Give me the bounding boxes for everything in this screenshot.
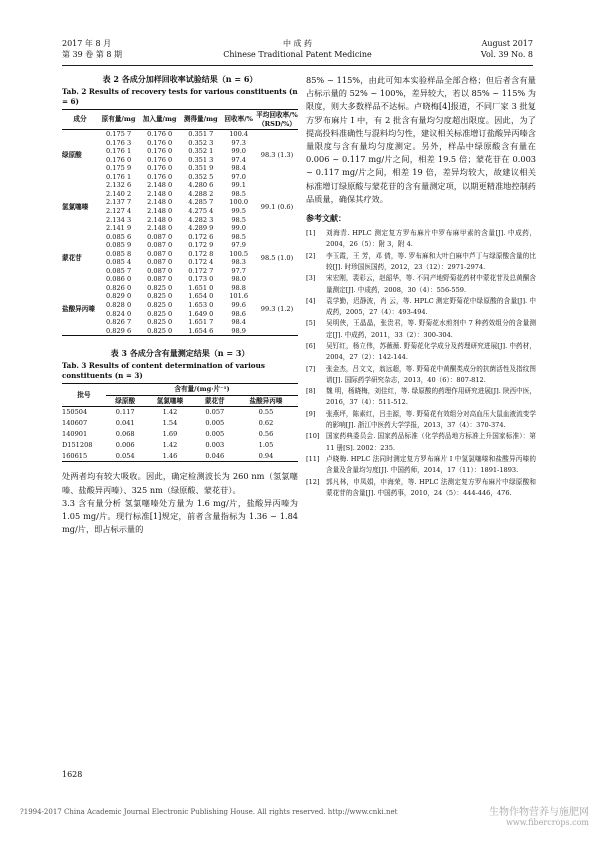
recovery-cell: 0.176 0 <box>147 164 173 173</box>
right-column <box>306 74 536 499</box>
content-cell: 0.046 <box>205 451 225 460</box>
copyright-footer: ?1994-2017 China Academic Journal Electronic Publishing House. All rights reserved. http://www.cnki.net <box>20 808 398 816</box>
header-right <box>481 38 533 60</box>
content-cell: 0.62 <box>258 419 274 428</box>
reference-text: 魏 明，杨晓梅，刘佳红，等. 绿原酸的药理作用研究进展[J]. 陕西中医，2016，37（4）：511-512. <box>326 387 536 407</box>
recovery-cell: 99.0 <box>231 147 246 156</box>
recovery-cell: 1.654 6 <box>188 326 214 335</box>
recovery-cell: 100.0 <box>229 198 249 207</box>
recovery-cell: 99.1 <box>231 181 246 190</box>
recovery-cell: 0.825 0 <box>147 292 173 301</box>
recovery-cell: 0.351 7 <box>188 130 214 139</box>
paragraph-discussion: 85% ~ 115%，由此可知本实验样品全部合格；但后者含有量占标示量的 52% ~ 100%，差异较大，若以 85% ~ 115% 为限度，则大多数样品不达标。卢晓梅[4]报道，不同厂家 3 批复方罗布麻片 I 中，有 2 批含有量均匀度超出限度。因此，为了提高投料准确性与混料均匀性，建议相关标准增订盐酸异丙嗪含量限度与含有量均匀度测定。另外，样品中绿原酸含有量在 0.006 ~ 0.117 mg/片之间，相差 19.5 倍；蒙花苷在 0.003 ~ 0.117 mg/片之间，相差 19 倍，差异均较大，故建议相关标准增订绿原酸与蒙花苷的含有量测定项，以期更精准地控制药品质量，确保其疗效。 <box>306 75 536 204</box>
content-cell: 1.54 <box>162 419 178 428</box>
recovery-cell: 0.087 0 <box>147 249 173 258</box>
recovery-cell: 0.176 0 <box>147 172 173 181</box>
recovery-cell: 0.176 0 <box>147 130 173 139</box>
content-cell: 0.55 <box>258 408 274 417</box>
journal-title-cn: 中 成 药 <box>282 39 313 48</box>
recovery-cell: 0.087 0 <box>147 275 173 284</box>
recovery-cell: 2.148 0 <box>147 181 173 190</box>
paragraph-content-analysis: 3.3 含有量分析 氢氯噻嗪处方量为 1.6 mg/片，盐酸异丙嗪为 1.05 mg/片。现行标准[1]规定，前者含量指标为 1.36 ~ 1.84 mg/片，即占标示量的 <box>62 497 298 535</box>
reference-item <box>306 273 536 296</box>
lot-number: 140901 <box>62 430 88 439</box>
reference-text: 吴明侠，王晶晶，张贵君，等. 野菊花水煎剂中 7 种药效组分的含量测定[J]. 中成药，2011，33（2）：300-304. <box>326 319 536 339</box>
recovery-cell: 2.127 4 <box>105 207 132 216</box>
reference-number: [6] <box>306 342 316 350</box>
recovery-cell: 4.282 3 <box>188 215 214 224</box>
content-cell: 0.005 <box>205 419 225 428</box>
header-center <box>62 38 533 60</box>
reference-number: [10] <box>306 432 320 441</box>
content-row <box>62 440 298 451</box>
reference-item <box>306 386 536 409</box>
recovery-cell: 0.176 0 <box>105 155 132 164</box>
references-list <box>306 228 536 499</box>
reference-text: 国家药典委员会. 国家药品标准（化学药品地方标准上升国家标准）：第 11 册[S]. 2002：235. <box>326 432 536 452</box>
references-heading: 参考文献： <box>306 213 346 224</box>
recovery-cell: 4.275 4 <box>188 207 214 216</box>
recovery-cell: 0.825 0 <box>147 318 173 327</box>
recovery-cell: 97.3 <box>231 138 246 147</box>
content-table-header-1 <box>62 384 298 396</box>
th-constituent: 成分 <box>62 110 98 130</box>
th-col-1: 绿原酸 <box>106 395 144 407</box>
page-number: 1628 <box>62 770 83 779</box>
recovery-cell: 0.825 0 <box>147 309 173 318</box>
th-col-2: 氢氯噻嗪 <box>144 395 195 407</box>
recovery-row <box>62 181 298 190</box>
recovery-cell: 0.085 4 <box>105 258 132 267</box>
reference-number: [3] <box>306 274 316 283</box>
recovery-row <box>62 130 298 139</box>
recovery-cell: 0.172 9 <box>188 241 214 250</box>
recovery-cell: 98.4 <box>231 164 246 173</box>
content-cell: 1.42 <box>162 408 178 417</box>
recovery-cell: 0.087 0 <box>147 266 173 275</box>
recovery-cell: 0.085 8 <box>105 249 132 258</box>
content-cell: 1.05 <box>258 441 274 450</box>
reference-item <box>306 251 536 274</box>
recovery-cell: 2.140 2 <box>105 189 132 198</box>
reference-item <box>306 409 536 432</box>
recovery-cell: 4.285 7 <box>188 198 214 207</box>
recovery-cell: 0.824 0 <box>105 309 132 318</box>
table2-caption-en: Tab. 2 Results of recovery tests for various constituents (n = 6) <box>62 87 298 106</box>
recovery-cell: 1.649 0 <box>188 309 214 318</box>
constituent-name: 氢氯噻嗪 <box>62 202 89 211</box>
recovery-table-header <box>62 110 298 130</box>
mean-recovery-rsd: 99.1 (0.6) <box>260 202 294 211</box>
recovery-cell: 98.6 <box>231 309 246 318</box>
content-cell: 1.42 <box>162 441 178 450</box>
recovery-cell: 0.176 0 <box>147 147 173 156</box>
content-cell: 1.69 <box>162 430 178 439</box>
recovery-cell: 4.288 2 <box>188 189 214 198</box>
content-cell: 0.068 <box>115 430 135 439</box>
reference-text: 刘海青. HPLC 测定复方罗布麻片中罗布麻甲素的含量[J]. 中成药，2004，26（5）：附 3，附 4. <box>326 229 536 249</box>
content-row <box>62 429 298 440</box>
recovery-cell: 0.176 1 <box>105 172 132 181</box>
paragraph-wavelength: 处两者均有较大吸收。因此，确定检测波长为 260 nm（氢氯噻嗪、盐酸异丙嗪）、325 nm（绿原酸、蒙花苷）。 <box>62 471 298 495</box>
recovery-cell: 0.825 0 <box>147 326 173 335</box>
recovery-cell: 1.654 0 <box>188 292 214 301</box>
recovery-cell: 0.352 1 <box>188 147 214 156</box>
reference-number: [12] <box>306 477 320 486</box>
running-header <box>62 38 533 66</box>
content-cell: 0.005 <box>205 430 225 439</box>
mean-recovery-rsd: 98.3 (1.3) <box>260 151 294 160</box>
recovery-cell: 4.289 9 <box>188 224 214 233</box>
recovery-cell: 0.176 3 <box>105 138 132 147</box>
header-date-en: August 2017 <box>481 39 533 48</box>
recovery-cell: 0.085 9 <box>105 241 132 250</box>
recovery-cell: 0.172 4 <box>188 258 214 267</box>
reference-item <box>306 454 536 477</box>
constituent-name: 绿原酸 <box>62 151 82 160</box>
table2-caption-cn: 表 2 各成分加样回收率试验结果（n = 6） <box>102 74 258 84</box>
reference-item <box>306 431 536 454</box>
content-cell: 0.003 <box>205 441 225 450</box>
recovery-cell: 0.175 9 <box>105 164 132 173</box>
content-row <box>62 407 298 418</box>
recovery-cell: 99.6 <box>231 301 246 310</box>
recovery-cell: 0.172 7 <box>188 266 214 275</box>
recovery-cell: 0.829 0 <box>105 292 132 301</box>
recovery-cell: 2.148 0 <box>147 207 173 216</box>
recovery-cell: 98.5 <box>231 232 246 241</box>
recovery-cell: 0.825 0 <box>147 283 173 292</box>
th-recovery: 回收率/% <box>221 110 256 130</box>
reference-item <box>306 318 536 341</box>
constituent-name: 蒙花苷 <box>62 254 82 263</box>
table3-caption-cn: 表 3 各成分含有量测定结果（n = 3） <box>110 348 250 359</box>
reference-text: 宋宏刚，裴彩云，赵韶华，等. 不同产地野菊花药材中蒙花苷及总黄酮含量测定[J]. 中成药，2008，30（4）：556-559. <box>326 274 536 294</box>
recovery-cell: 98.8 <box>231 283 246 292</box>
recovery-cell: 98.3 <box>231 258 246 267</box>
content-cell: 0.041 <box>115 419 135 428</box>
reference-text: 张金杰，吕文文，翁远超，等. 野菊花中黄酮类成分的抗菌活性及指纹图谱[J]. 国际药学研究杂志，2013，40（6）：807-812. <box>326 364 536 384</box>
recovery-cell: 2.148 0 <box>147 215 173 224</box>
recovery-cell: 0.825 0 <box>147 301 173 310</box>
content-cell: 0.057 <box>205 408 225 417</box>
th-mean-recovery: 平均回收率/%（RSD/%） <box>256 110 298 130</box>
content-row <box>62 451 298 462</box>
reference-text: 张燕坪，陈素红，吕圭源，等. 野菊花有效组分对高血压大鼠血液流变学的影响[J]. 浙江中医药大学学报，2013，37（4）：370-374. <box>326 409 536 430</box>
mean-recovery-rsd: 99.3 (1.2) <box>260 305 294 314</box>
recovery-cell: 99.0 <box>231 224 246 233</box>
recovery-cell: 0.087 0 <box>147 258 173 267</box>
header-date: 2017 年 8 月 <box>62 39 112 48</box>
reference-text: 卢晓梅. HPLC 法同时测定复方罗布麻片 I 中氢氯噻嗪和盐酸异丙嗪的含量及含量均匀度[J]. 中国药师，2014，17（11）：1891-1893. <box>326 454 536 475</box>
recovery-cell: 0.172 8 <box>188 249 214 258</box>
recovery-cell: 0.176 0 <box>147 155 173 164</box>
recovery-cell: 101.6 <box>229 292 249 301</box>
recovery-table <box>62 109 298 336</box>
reference-number: [9] <box>306 409 316 418</box>
th-col-4: 盐酸异丙嗪 <box>234 395 298 407</box>
lot-number: 150504 <box>62 408 88 417</box>
header-volume-en: Vol. 39 No. 8 <box>480 50 533 59</box>
reference-item <box>306 477 536 500</box>
recovery-cell: 0.828 0 <box>105 301 132 310</box>
reference-item <box>306 341 536 364</box>
recovery-cell: 0.351 9 <box>188 164 214 173</box>
reference-number: [4] <box>306 296 316 305</box>
reference-number: [7] <box>306 364 316 373</box>
content-cell: 0.006 <box>115 441 135 450</box>
recovery-row <box>62 284 298 293</box>
recovery-cell: 100.4 <box>229 130 249 139</box>
recovery-cell: 97.9 <box>231 241 246 250</box>
recovery-cell: 2.148 0 <box>147 189 173 198</box>
watermark-text: 生物作物营养与施肥网 <box>489 807 589 818</box>
reference-text: 吴钉红，杨立伟，苏薇薇. 野菊花化学成分及药理研究进展[J]. 中药材，2004，27（2）：142-144. <box>326 342 536 362</box>
recovery-cell: 0.352 3 <box>188 138 214 147</box>
recovery-cell: 98.0 <box>231 275 246 284</box>
reference-number: [5] <box>306 319 316 328</box>
recovery-cell: 0.176 1 <box>105 147 132 156</box>
recovery-cell: 98.5 <box>231 215 246 224</box>
recovery-table-body <box>62 130 298 336</box>
recovery-cell: 0.086 0 <box>105 275 132 284</box>
lot-number: 140607 <box>62 419 88 428</box>
content-table <box>62 383 298 462</box>
table3-caption-en: Tab. 3 Results of content determination of various constituents (n = 3) <box>62 361 265 380</box>
th-added: 加入量/mg <box>139 110 180 130</box>
recovery-cell: 0.085 6 <box>105 232 132 241</box>
th-measured: 测得量/mg <box>180 110 221 130</box>
recovery-cell: 0.826 0 <box>105 283 132 292</box>
recovery-cell: 2.137 7 <box>105 198 132 207</box>
recovery-cell: 0.173 0 <box>188 275 214 284</box>
recovery-cell: 0.826 7 <box>105 318 132 327</box>
recovery-cell: 0.351 3 <box>188 155 214 164</box>
recovery-row <box>62 233 298 242</box>
left-column <box>62 74 298 536</box>
reference-number: [1] <box>306 229 316 238</box>
recovery-cell: 0.352 5 <box>188 172 214 181</box>
journal-title-en: Chinese Traditional Patent Medicine <box>223 50 372 59</box>
recovery-cell: 0.087 0 <box>147 241 173 250</box>
recovery-cell: 0.176 0 <box>147 138 173 147</box>
recovery-cell: 2.134 3 <box>105 215 132 224</box>
content-cell: 0.94 <box>258 451 274 460</box>
reference-number: [2] <box>306 251 316 260</box>
recovery-cell: 2.132 6 <box>105 181 132 190</box>
content-cell: 0.117 <box>115 408 135 417</box>
mean-recovery-rsd: 98.5 (1.0) <box>260 254 294 263</box>
recovery-cell: 2.141 9 <box>105 224 132 233</box>
th-original: 原有量/mg <box>98 110 139 130</box>
reference-number: [8] <box>306 387 316 396</box>
recovery-cell: 1.651 7 <box>188 318 214 327</box>
recovery-cell: 100.5 <box>229 249 249 258</box>
recovery-cell: 0.175 7 <box>105 130 132 139</box>
watermark-url: www.fibercrops.com <box>506 818 589 827</box>
recovery-cell: 97.0 <box>231 172 246 181</box>
recovery-cell: 98.4 <box>231 318 246 327</box>
reference-item <box>306 364 536 387</box>
th-lot: 批号 <box>62 384 106 407</box>
lot-number: 160615 <box>62 451 88 460</box>
reference-number: [11] <box>306 454 320 463</box>
header-volume: 第 39 卷 第 8 期 <box>62 50 122 59</box>
constituent-name: 盐酸异丙嗪 <box>62 305 95 314</box>
reference-text: 李玉霞，王 芳，邓 倩，等. 罗布麻和大叶白麻中芦丁与绿原酸含量的比较[J]. 时珍国医国药，2012，23（12）：2971-2974. <box>326 251 536 271</box>
recovery-cell: 0.085 7 <box>105 266 132 275</box>
reference-item <box>306 228 536 251</box>
recovery-cell: 98.5 <box>231 189 246 198</box>
th-col-3: 蒙花苷 <box>196 395 234 407</box>
content-cell: 1.46 <box>162 451 178 460</box>
recovery-cell: 1.651 0 <box>188 283 214 292</box>
recovery-cell: 97.7 <box>231 266 246 275</box>
recovery-cell: 0.172 6 <box>188 232 214 241</box>
content-cell: 0.56 <box>258 430 274 439</box>
content-cell: 0.054 <box>115 451 135 460</box>
recovery-cell: 1.653 0 <box>188 301 214 310</box>
th-content: 含有量/(mg·片⁻¹) <box>106 384 298 396</box>
lot-number: D151208 <box>62 441 93 450</box>
recovery-cell: 0.829 6 <box>105 326 132 335</box>
reference-text: 袁学勤，迟静波，肖 云，等. HPLC 测定野菊花中绿原酸的含量[J]. 中成药，2005，27（4）：493-494. <box>326 296 536 317</box>
recovery-cell: 99.5 <box>231 207 246 216</box>
content-table-body <box>62 407 298 462</box>
recovery-cell: 98.9 <box>231 326 246 335</box>
recovery-cell: 97.4 <box>231 155 246 164</box>
recovery-cell: 2.148 0 <box>147 224 173 233</box>
recovery-cell: 2.148 0 <box>147 198 173 207</box>
content-row <box>62 418 298 429</box>
reference-text: 郭凡林，申凤娟，申海荣，等. HPLC 法测定复方罗布麻片中绿原酸和蒙花苷的含量[J]. 中国药事，2010，24（5）：444-446，476. <box>326 477 536 497</box>
recovery-cell: 4.280 6 <box>188 181 214 190</box>
reference-item <box>306 296 536 319</box>
recovery-cell: 0.087 0 <box>147 232 173 241</box>
